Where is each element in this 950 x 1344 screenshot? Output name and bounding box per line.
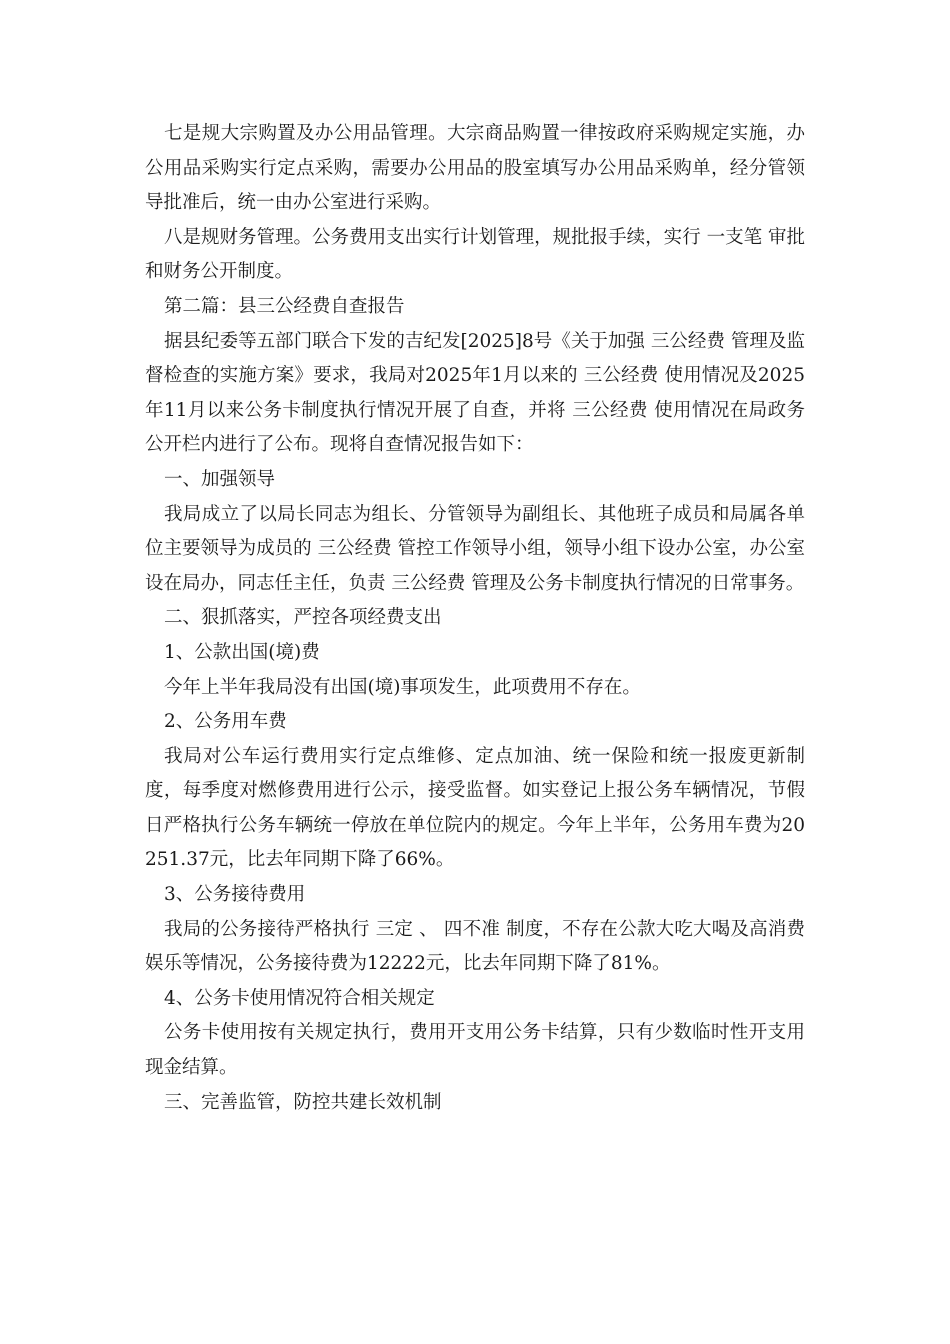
paragraph-finance-management: 八是规财务管理。公务费用支出实行计划管理，规批报手续，实行 一支笔 审批和财务公开制度。 <box>145 226 805 283</box>
paragraph-office-supplies: 七是规大宗购置及办公用品管理。大宗商品购置一律按政府采购规定实施，办公用品采购实行定点采购，需要办公用品的股室填写办公用品采购单，经分管领导批准后，统一由办公室进行采购。 <box>145 123 805 214</box>
heading-strengthen-leadership: 一、加强领导 <box>164 468 276 490</box>
subheading-reception-expenses: 3、公务接待费用 <box>164 884 306 906</box>
section-title-part-two: 第二篇：县三公经费自查报告 <box>164 295 405 317</box>
heading-control-expenses: 二、狠抓落实，严控各项经费支出 <box>164 607 442 629</box>
subheading-overseas-travel: 1、公款出国(境)费 <box>164 641 320 663</box>
paragraph-official-card: 公务卡使用按有关规定执行，费用开支用公务卡结算，只有少数临时性开支用现金结算。 <box>145 1022 805 1079</box>
paragraph-overseas-travel: 今年上半年我局没有出国(境)事项发生，此项费用不存在。 <box>164 676 641 698</box>
subheading-official-card: 4、公务卡使用情况符合相关规定 <box>164 987 435 1009</box>
document-body <box>145 117 805 1120</box>
paragraph-leadership-group: 我局成立了以局长同志为组长、分管领导为副组长、其他班子成员和局属各单位主要领导为成员的 三公经费 管控工作领导小组，领导小组下设办公室，办公室设在局办，同志任主任，负责 三公经费 管理及公务卡制度执行情况的日常事务。 <box>145 503 805 594</box>
heading-supervision-mechanism: 三、完善监管，防控共建长效机制 <box>164 1091 442 1113</box>
paragraph-reception-expenses: 我局的公务接待严格执行 三定 、 四不准 制度，不存在公款大吃大喝及高消费娱乐等情况，公务接待费为12222元，比去年同期下降了81%。 <box>145 918 805 975</box>
paragraph-official-vehicles: 我局对公车运行费用实行定点维修、定点加油、统一保险和统一报废更新制度，每季度对燃修费用进行公示，接受监督。如实登记上报公务车辆情况，节假日严格执行公务车辆统一停放在单位院内的规定。今年上半年，公务用车费为20251.37元，比去年同期下降了66%。 <box>145 745 805 871</box>
paragraph-self-inspection-intro: 据县纪委等五部门联合下发的吉纪发[2025]8号《关于加强 三公经费 管理及监督检查的实施方案》要求，我局对2025年1月以来的 三公经费 使用情况及2025年11月以来公务卡制度执行情况开展了自查，并将 三公经费 使用情况在局政务公开栏内进行了公布。现将自查情况报告如下： <box>145 330 805 456</box>
subheading-official-vehicles: 2、公务用车费 <box>164 711 287 733</box>
